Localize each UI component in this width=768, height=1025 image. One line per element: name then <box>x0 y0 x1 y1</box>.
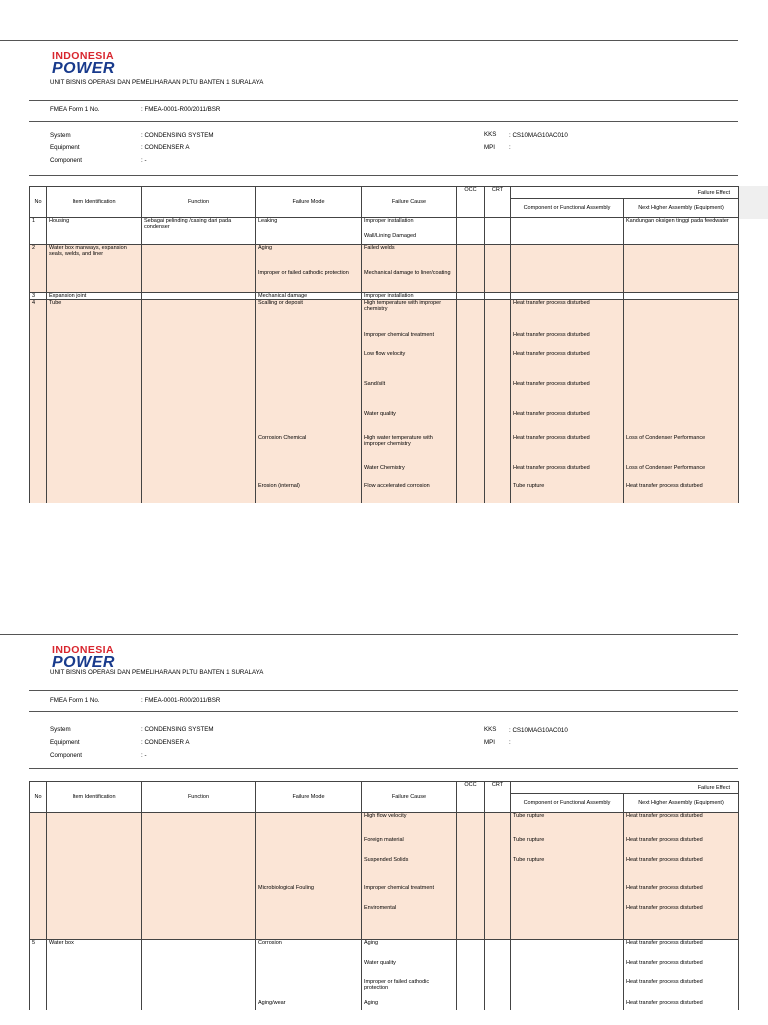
logo-top-text: INDONESIA <box>52 50 114 62</box>
cell-crt <box>485 940 511 960</box>
cell-occ <box>457 300 485 332</box>
cell-occ <box>457 885 485 905</box>
unit-title: UNIT BISNIS OPERASI DAN PEMELIHARAAN PLTU BANTEN 1 SURALAYA <box>50 669 264 676</box>
cell-no <box>30 381 47 411</box>
cell-function <box>142 905 256 940</box>
table-row <box>30 837 739 857</box>
cell-failure-cause: Sand/silt <box>362 381 457 411</box>
cell-failure-cause: Failed welds <box>362 245 457 270</box>
cell-item <box>47 332 142 351</box>
cell-next-higher <box>624 270 739 293</box>
cell-next-higher <box>624 411 739 435</box>
cell-component-effect: Heat transfer process disturbed <box>511 465 624 483</box>
cell-failure-cause: Improper installation <box>362 293 457 300</box>
cell-failure-cause: Low flow velocity <box>362 351 457 381</box>
col-next-higher: Next Higher Assembly (Equipment) <box>624 794 739 813</box>
cell-failure-cause: High water temperature with improper chemistry <box>362 435 457 465</box>
col-item: Item Identification <box>47 782 142 813</box>
divider <box>29 121 738 122</box>
cell-next-higher <box>624 293 739 300</box>
cell-failure-cause: High temperature with improper chemistry <box>362 300 457 332</box>
cell-occ <box>457 813 485 837</box>
col-component-effect: Component or Functional Assembly <box>511 199 624 218</box>
cell-function <box>142 837 256 857</box>
cell-no: 1 <box>30 218 47 233</box>
cell-item <box>47 885 142 905</box>
cell-occ <box>457 233 485 245</box>
cell-function <box>142 857 256 885</box>
cell-function <box>142 483 256 503</box>
table-row <box>30 411 739 435</box>
cell-component-effect <box>511 293 624 300</box>
table-row <box>30 381 739 411</box>
form-value: : FMEA-0001-R00/2011/BSR <box>141 106 221 113</box>
cell-item: Tube <box>47 300 142 332</box>
cell-next-higher: Heat transfer process disturbed <box>624 905 739 940</box>
cell-crt <box>485 218 511 233</box>
cell-function <box>142 411 256 435</box>
cell-failure-cause: Improper installation <box>362 218 457 233</box>
cell-failure-mode <box>256 813 362 837</box>
cell-failure-mode <box>256 381 362 411</box>
col-function: Function <box>142 782 256 813</box>
cell-next-higher: Kandungan oksigen tinggi pada feedwater <box>624 218 739 233</box>
system-value: : CONDENSING SYSTEM <box>141 132 214 139</box>
cell-failure-mode <box>256 905 362 940</box>
cell-crt <box>485 960 511 979</box>
cell-next-higher <box>624 245 739 270</box>
cell-crt <box>485 885 511 905</box>
cell-occ <box>457 857 485 885</box>
cell-failure-cause: Foreign material <box>362 837 457 857</box>
cell-component-effect <box>511 940 624 960</box>
cell-item <box>47 960 142 979</box>
cell-next-higher: Heat transfer process disturbed <box>624 885 739 905</box>
cell-component-effect: Tube rupture <box>511 837 624 857</box>
cell-occ <box>457 270 485 293</box>
cell-failure-mode: Mechanical damage <box>256 293 362 300</box>
cell-failure-mode <box>256 233 362 245</box>
cell-failure-mode <box>256 857 362 885</box>
cell-function: Sebagai pelinding /casing dari pada condenser <box>142 218 256 233</box>
cell-component-effect <box>511 979 624 1000</box>
cell-crt <box>485 270 511 293</box>
col-occ: OCC <box>457 187 485 218</box>
cell-no <box>30 435 47 465</box>
cell-item <box>47 233 142 245</box>
cell-no <box>30 857 47 885</box>
component-label: Component <box>50 752 82 759</box>
cell-occ <box>457 979 485 1000</box>
component-value: : - <box>141 752 147 759</box>
cell-component-effect: Heat transfer process disturbed <box>511 381 624 411</box>
cell-no <box>30 351 47 381</box>
form-value: : FMEA-0001-R00/2011/BSR <box>141 697 221 704</box>
cell-item: Water box <box>47 940 142 960</box>
cell-next-higher: Heat transfer process disturbed <box>624 940 739 960</box>
cell-occ <box>457 411 485 435</box>
cell-failure-mode: Corrosion Chemical <box>256 435 362 465</box>
cell-component-effect: Heat transfer process disturbed <box>511 332 624 351</box>
cell-function <box>142 351 256 381</box>
col-failure-cause: Failure Cause <box>362 782 457 813</box>
equipment-label: Equipment <box>50 739 80 746</box>
cell-occ <box>457 435 485 465</box>
col-function: Function <box>142 187 256 218</box>
col-no: No <box>30 187 47 218</box>
cell-item <box>47 813 142 837</box>
table-row <box>30 1000 739 1010</box>
cell-no <box>30 960 47 979</box>
cell-no <box>30 483 47 503</box>
cell-failure-cause: Wall/Lining Damaged <box>362 233 457 245</box>
cell-next-higher: Heat transfer process disturbed <box>624 979 739 1000</box>
cell-item <box>47 270 142 293</box>
cell-next-higher: Loss of Condenser Performance <box>624 465 739 483</box>
divider <box>29 768 738 769</box>
cell-next-higher: Heat transfer process disturbed <box>624 813 739 837</box>
table-row <box>30 332 739 351</box>
system-label: System <box>50 132 71 139</box>
cell-next-higher: Heat transfer process disturbed <box>624 837 739 857</box>
cell-function <box>142 300 256 332</box>
component-value: : - <box>141 157 147 164</box>
cell-crt <box>485 465 511 483</box>
indonesia-power-logo <box>52 51 142 77</box>
cell-function <box>142 979 256 1000</box>
cell-next-higher <box>624 381 739 411</box>
cell-failure-mode: Aging <box>256 245 362 270</box>
cell-failure-cause: Improper or failed cathodic protection <box>362 979 457 1000</box>
table-row <box>30 218 739 233</box>
cell-component-effect: Heat transfer process disturbed <box>511 300 624 332</box>
cell-item <box>47 351 142 381</box>
cell-failure-mode: Scalling or deposit <box>256 300 362 332</box>
cell-item: Water box manways, expansion seals, welds, and liner <box>47 245 142 270</box>
cell-component-effect <box>511 270 624 293</box>
cell-failure-mode <box>256 837 362 857</box>
cell-item <box>47 465 142 483</box>
cell-no <box>30 1000 47 1010</box>
cell-crt <box>485 245 511 270</box>
table-row <box>30 300 739 332</box>
cell-occ <box>457 351 485 381</box>
cell-occ <box>457 940 485 960</box>
table-row <box>30 905 739 940</box>
cell-occ <box>457 381 485 411</box>
cell-failure-mode: Erosion (internal) <box>256 483 362 503</box>
cell-failure-cause: Water Chemistry <box>362 465 457 483</box>
cell-occ <box>457 837 485 857</box>
cell-no <box>30 332 47 351</box>
system-label: System <box>50 726 71 733</box>
cell-crt <box>485 381 511 411</box>
cell-crt <box>485 483 511 503</box>
cell-occ <box>457 483 485 503</box>
cell-component-effect: Tube rupture <box>511 813 624 837</box>
cell-crt <box>485 837 511 857</box>
cell-failure-mode <box>256 960 362 979</box>
cell-no: 2 <box>30 245 47 270</box>
component-label: Component <box>50 157 82 164</box>
cell-item <box>47 1000 142 1010</box>
cell-function <box>142 332 256 351</box>
cell-function <box>142 245 256 270</box>
logo-top-text: INDONESIA <box>52 644 114 656</box>
cell-crt <box>485 813 511 837</box>
cell-failure-mode <box>256 332 362 351</box>
logo-bottom-text: POWER <box>52 60 115 77</box>
col-failure-cause: Failure Cause <box>362 187 457 218</box>
cell-function <box>142 465 256 483</box>
cell-failure-mode: Improper or failed cathodic protection <box>256 270 362 293</box>
cell-no <box>30 233 47 245</box>
cell-component-effect <box>511 905 624 940</box>
col-crt: CRT <box>485 782 511 813</box>
cell-next-higher <box>624 300 739 332</box>
cell-function <box>142 435 256 465</box>
cell-failure-mode <box>256 411 362 435</box>
cell-crt <box>485 332 511 351</box>
cell-function <box>142 381 256 411</box>
cell-item <box>47 381 142 411</box>
table-row <box>30 960 739 979</box>
col-crt: CRT <box>485 187 511 218</box>
col-failure-mode: Failure Mode <box>256 187 362 218</box>
cell-occ <box>457 465 485 483</box>
cell-function <box>142 233 256 245</box>
cell-crt <box>485 293 511 300</box>
unit-title: UNIT BISNIS OPERASI DAN PEMELIHARAAN PLTU BANTEN 1 SURALAYA <box>50 79 264 86</box>
system-value: : CONDENSING SYSTEM <box>141 726 214 733</box>
col-failure-mode: Failure Mode <box>256 782 362 813</box>
cell-function <box>142 270 256 293</box>
cell-next-higher <box>624 351 739 381</box>
cell-crt <box>485 1000 511 1010</box>
cell-occ <box>457 1000 485 1010</box>
cell-no <box>30 270 47 293</box>
cell-next-higher: Heat transfer process disturbed <box>624 1000 739 1010</box>
table-row <box>30 979 739 1000</box>
table-row <box>30 885 739 905</box>
col-item: Item Identification <box>47 187 142 218</box>
cell-next-higher <box>624 332 739 351</box>
cell-occ <box>457 293 485 300</box>
col-no: No <box>30 782 47 813</box>
cell-next-higher: Heat transfer process disturbed <box>624 960 739 979</box>
cell-failure-mode <box>256 351 362 381</box>
cell-item: Expansion joint <box>47 293 142 300</box>
col-occ: OCC <box>457 782 485 813</box>
equipment-label: Equipment <box>50 144 80 151</box>
table-row <box>30 813 739 837</box>
col-failure-effect: Failure Effect <box>511 782 739 794</box>
cell-failure-cause: Enviromental <box>362 905 457 940</box>
cell-item <box>47 435 142 465</box>
kks-value: : CS10MAG10AC010 <box>509 132 568 139</box>
table-row <box>30 435 739 465</box>
cell-occ <box>457 218 485 233</box>
cell-next-higher: Heat transfer process disturbed <box>624 857 739 885</box>
cell-occ <box>457 905 485 940</box>
cell-next-higher: Heat transfer process disturbed <box>624 483 739 503</box>
cell-failure-cause: Suspended Solids <box>362 857 457 885</box>
equipment-value: : CONDENSER A <box>141 144 190 151</box>
kks-label: KKS <box>484 726 497 733</box>
cell-item <box>47 905 142 940</box>
cell-occ <box>457 245 485 270</box>
table-row <box>30 483 739 503</box>
table-row <box>30 857 739 885</box>
cell-no <box>30 465 47 483</box>
cell-no <box>30 837 47 857</box>
fmea-table-page-2 <box>29 781 739 1010</box>
mpi-label: MPI <box>484 144 496 151</box>
cell-item <box>47 857 142 885</box>
cell-function <box>142 960 256 979</box>
cell-item: Housing <box>47 218 142 233</box>
cell-next-higher: Loss of Condenser Performance <box>624 435 739 465</box>
table-row <box>30 293 739 300</box>
table-row <box>30 940 739 960</box>
form-label: FMEA Form 1 No. <box>50 697 100 704</box>
cell-component-effect: Heat transfer process disturbed <box>511 411 624 435</box>
cell-no <box>30 885 47 905</box>
cell-failure-mode: Leaking <box>256 218 362 233</box>
cell-function <box>142 1000 256 1010</box>
cell-function <box>142 885 256 905</box>
cell-no <box>30 905 47 940</box>
kks-label: KKS <box>484 131 497 138</box>
table-row <box>30 245 739 270</box>
kks-value: : CS10MAG10AC010 <box>509 727 568 734</box>
cell-item <box>47 979 142 1000</box>
col-next-higher: Next Higher Assembly (Equipment) <box>624 199 739 218</box>
cell-no: 3 <box>30 293 47 300</box>
cell-component-effect <box>511 218 624 233</box>
table-row <box>30 351 739 381</box>
side-shade <box>738 186 768 219</box>
mpi-label: MPI <box>484 739 496 746</box>
cell-crt <box>485 905 511 940</box>
cell-function <box>142 940 256 960</box>
cell-failure-mode: Corrosion <box>256 940 362 960</box>
cell-component-effect: Tube rupture <box>511 483 624 503</box>
cell-component-effect <box>511 233 624 245</box>
cell-crt <box>485 435 511 465</box>
table-row <box>30 465 739 483</box>
col-failure-effect: Failure Effect <box>511 187 739 199</box>
cell-item <box>47 483 142 503</box>
cell-component-effect <box>511 960 624 979</box>
mpi-value: : <box>509 144 511 151</box>
cell-failure-cause: Water quality <box>362 960 457 979</box>
indonesia-power-logo <box>52 645 142 671</box>
mpi-value: : <box>509 739 511 746</box>
cell-component-effect <box>511 245 624 270</box>
cell-component-effect: Tube rupture <box>511 857 624 885</box>
cell-item <box>47 411 142 435</box>
cell-failure-cause: Mechanical damage to liner/coating <box>362 270 457 293</box>
divider <box>29 100 738 101</box>
col-component-effect: Component or Functional Assembly <box>511 794 624 813</box>
table-row <box>30 233 739 245</box>
cell-failure-mode <box>256 465 362 483</box>
cell-failure-cause: High flow velocity <box>362 813 457 837</box>
cell-failure-mode <box>256 979 362 1000</box>
cell-no: 5 <box>30 940 47 960</box>
divider <box>29 690 738 691</box>
cell-occ <box>457 332 485 351</box>
cell-item <box>47 837 142 857</box>
cell-function <box>142 813 256 837</box>
cell-component-effect: Heat transfer process disturbed <box>511 435 624 465</box>
cell-failure-cause: Water quality <box>362 411 457 435</box>
cell-occ <box>457 960 485 979</box>
cell-no: 4 <box>30 300 47 332</box>
cell-failure-cause: Flow accelerated corrosion <box>362 483 457 503</box>
cell-failure-mode: Microbiological Fouling <box>256 885 362 905</box>
cell-crt <box>485 411 511 435</box>
cell-no <box>30 979 47 1000</box>
cell-next-higher <box>624 233 739 245</box>
cell-crt <box>485 300 511 332</box>
cell-failure-cause: Aging <box>362 1000 457 1010</box>
cell-failure-cause: Aging <box>362 940 457 960</box>
divider <box>29 711 738 712</box>
table-row <box>30 270 739 293</box>
cell-crt <box>485 979 511 1000</box>
cell-failure-mode: Aging/wear <box>256 1000 362 1010</box>
equipment-value: : CONDENSER A <box>141 739 190 746</box>
cell-function <box>142 293 256 300</box>
cell-no <box>30 411 47 435</box>
cell-failure-cause: Improper chemical treatment <box>362 885 457 905</box>
fmea-table-page-1 <box>29 186 739 503</box>
cell-crt <box>485 857 511 885</box>
form-label: FMEA Form 1 No. <box>50 106 100 113</box>
cell-no <box>30 813 47 837</box>
cell-crt <box>485 233 511 245</box>
cell-component-effect <box>511 885 624 905</box>
logo-bottom-text: POWER <box>52 654 115 671</box>
cell-crt <box>485 351 511 381</box>
cell-component-effect: Heat transfer process disturbed <box>511 351 624 381</box>
cell-failure-cause: Improper chemical treatment <box>362 332 457 351</box>
cell-component-effect <box>511 1000 624 1010</box>
divider <box>29 175 738 176</box>
